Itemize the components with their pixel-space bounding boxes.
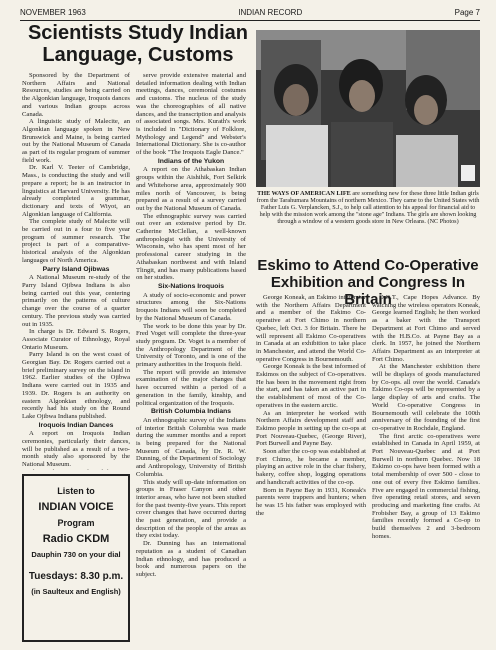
paras <box>136 292 246 408</box>
subhead-bc: British Columbia Indians <box>150 408 232 416</box>
paras <box>136 166 246 282</box>
paragraph: As an interpreter he worked with Northern Affairs development staff and Eskimo people in setting up the co-ops at Port Nouveau-Quebec, (George River), Port Burwell and Payne Bay. <box>256 409 366 448</box>
subhead-parry: Parry Island Ojibwas <box>42 265 110 273</box>
listen-dial: Dauphin 730 on your dial <box>31 550 121 559</box>
paragraph: This study will up-date information on groups in Fraser Canyon and other interior areas, who have not been studied for the past twenty-five years. This report cover changes that have occurred during the past generation, and provide a description of the people of the areas as they exist today. <box>136 478 246 540</box>
caption-text: are something new for these three little Indian girls from the Tarahumara Mountains of northern Mexico. They came to the United States with Father Luis G. Verplancken, S.J., to help call attention to his appeal for financial aid to help with the mission work among the "stone age" Indians. The girls are shown looking through a window of a western goods store in New Orleans. (NC Photos) <box>256 190 480 225</box>
listen-box <box>22 474 130 642</box>
paragraph: A report on the Athabaskan Indian groups within the Aishihik, Fort Selkirk and Whitehorse area, approximately 900 miles north of Vancouver, is being prepared as a result of a survey carried out by the National Museum of Canada. <box>136 166 246 212</box>
paragraph <box>22 469 130 470</box>
listen-lang: (in Saulteux and English) <box>31 587 121 596</box>
paragraph: Born in Payne Bay in 1931, Koneak's parents were trappers and hunters; when he was 15 his father was employed with the <box>256 486 366 517</box>
paragraph: The ethnographic survey was carried out over an extensive period by Dr. Catherine McClellan, a well-known anthropologist with the University of Wisconsin, who has spent most of her professional career studying in the Athabaskan northwest and with Inland Tlingit, and has many publications based on her studies. <box>136 212 246 282</box>
paragraph: At the Manchester exhibition there will be displays of goods manufactured by Co-ops. all over the world. Canada's Eskimo Co-ops will be represented by a large display of arts and crafts. The World Co-operative Congress in Bournemouth will celebrate the 100th anniversary of the founding of the first co-operative in Rochdale, England. <box>372 363 480 432</box>
page-number: Page 7 <box>454 8 480 17</box>
paragraph: The report will provide an intensive examination of the major changes that have occurred within a period of a generation in the family, kinship, and political organization of the Iroquois. <box>136 368 246 407</box>
publication-name: INDIAN RECORD <box>238 8 303 17</box>
article2-column-2 <box>372 294 480 640</box>
paragraph: In charge is Dr. Edward S. Rogers, Associate Curator of Ethnology, Royal Ontario Museum. <box>22 328 130 351</box>
subhead-six-nations: Six-Nations Iroquois <box>157 282 225 290</box>
listen-line: Listen to <box>57 486 95 496</box>
listen-title: INDIAN VOICE <box>38 501 114 513</box>
paras <box>22 274 130 420</box>
article2-headline: Eskimo to Attend Co-Operative Exhibition and Congress In Britain <box>257 257 479 308</box>
subhead-yukon: Indians of the Yukon <box>157 157 225 165</box>
article1-column-1 <box>22 72 130 470</box>
paras <box>372 294 480 541</box>
paragraph: serve provide extensive material and detailed information dealing with Indian meetings, dances, ceremonial costumes and customs. The nucleus of the study was the choreographies of all native dances, and the transcription and analysis of associated songs. Mrs. Kurath's work is included in "Dictionary of Folklore, Mythology and Legend" and Webster's International Dictionary. She is co-author of the book "The Iroquois Eagle Dance." <box>136 72 246 157</box>
listen-line: Program <box>57 518 95 528</box>
paragraph: D.O.T., Cape Hopes Advance. By watching the wireless operators Koneak, George learned English; he then worked as a baker with the Transport Department at Fort Chimo and served with the H.B.Co. at Payne Bay as a clerk. In 1957, he joined the Northern Affairs Department as an interpreter at Fort Chimo. <box>372 294 480 363</box>
page-header <box>20 8 480 20</box>
paragraph: Parry Island is on the west coast of Georgian Bay. Dr. Rogers carried out a brief preliminary survey on the island in 1962. Earlier studies of the Ojibwa Indians were carried out in 1935 and 1939. Dr. Rogers is an authority on eastern Algonkian ethnology, and recently had his study on the Round Lake Ojibwa Indians published. <box>22 351 130 420</box>
paragraph: George Koneak, an Eskimo interpreter with the Northern Affairs Department and a member of the Eskimo Co-operative at Fort Chimo in northern Quebec, left Oct. 3 for Britain. There he will represent all Eskimo Co-operatives in Canada at an exhibition to take place in Manchester, and attend the World Co-operative Congress in Bournemouth. <box>256 294 366 363</box>
paras <box>136 72 246 157</box>
issue-date: NOVEMBER 1963 <box>20 8 86 17</box>
paragraph: A National Museum re-study of the Parry Island Ojibwa Indians is also being carried out this year, centering primarily on the patterns of culture change over the course of a quarter century. The previous study was carried out in 1935. <box>22 274 130 328</box>
paras <box>256 294 366 517</box>
article1-column-2 <box>136 72 246 640</box>
paragraph: The work to be done this year by Dr. Fred Voget will complete the three-year study program. Dr. Voget is a member of the Anthropology Department of the University of Toronto, and is one of the primary authorities in the Iroquois field. <box>136 322 246 369</box>
photo-caption <box>256 190 480 225</box>
news-photo <box>256 30 480 187</box>
paragraph: A linguistic study of Malecite, an Algonkian language spoken in New Brunswick and Maine, is being carried out by the National Museum of Canada as part of its regular program of summer field work. <box>22 118 130 164</box>
article1-headline: Scientists Study Indian Language, Customs <box>27 22 249 66</box>
listen-station: Radio CKDM <box>42 533 110 545</box>
paras <box>22 430 130 470</box>
paragraph: A report on Iroquois Indian ceremonies, particularly their dances, will be published as a result of a two-month study also sponsored by the National Museum. <box>22 430 130 469</box>
paragraph: Dr. Karl V. Teeter of Cambridge, Mass., is conducting the study and will prepare a report; he is an instructor in linguistics at Harvard University. He has already completed a grammar, dictionary and texts of Wiyot, an Algonkian language of California. <box>22 164 130 218</box>
paragraph: An ethnographic survey of the Indians of interior British Columbia was made during the summer months and a report is being prepared for the National Museum of Canada, by Dr. R. W. Dunning, of the Department of Sociology and Anthropology, University of British Columbia. <box>136 416 246 478</box>
caption-lead: THE WAYS OF AMERICAN LIFE <box>257 190 351 197</box>
paras <box>136 417 246 579</box>
paragraph: Dr. Dunning has an international reputation as a student of Canadian Indian ethnology, and has produced a book and numerous papers on the subject. <box>136 540 246 578</box>
subhead-iroquois-dances: Iroquois Indian Dances <box>38 421 114 429</box>
paragraph: A study of socio-economic and power structures among the Six-Nations Iroquois Indians will soon be completed by the National Museum of Canada. <box>136 291 246 322</box>
photo-girls-at-window <box>256 30 480 187</box>
article2-column-1 <box>256 294 366 640</box>
paragraph: George Koneak is the best informed of Eskimos on the subject of Co-operatives. He has been in the movement right from the start, and has taken an active part in the establishment of most of the Co-operatives in the eastern arctic. <box>256 363 366 409</box>
paragraph: The first arctic co-operatives were established in Canada in April 1959, at Port Nouveau-Quebec and at Port Burwell in northern Quebec. Now 18 Eskimo co-ops have been formed with a total membership of over 500 - close to one out of every five Eskimo families. Five are engaged in commercial fishing, five operating retail stores, and seven producing and marketing fine crafts. At Frobisher Bay, a group of 13 Eskimo families recently formed a Co-op to build themselves 2 and 3-bedroom homes. <box>372 432 480 540</box>
paragraph: Sponsored by the Department of Northern Affairs and National Resources, studies are being carried on the Algonkian language, Iroquois dances and various Indian groups across Canada. <box>22 72 130 118</box>
paras <box>22 72 130 265</box>
paragraph: Soon after the co-op was established at Fort Chimo, he became a member, playing an active role in the char fishery, bakery, coffee shop, logging operations and handicraft activities of the co-op. <box>256 448 366 486</box>
paragraph: The complete study of Malecite will be carried out in a four to five year program of summer research. The project is part of a comparative-historical analysis of the Algonkian languages of North America. <box>22 218 130 264</box>
listen-time: Tuesdays: 8.30 p.m. <box>28 571 124 582</box>
header-rule <box>20 20 480 21</box>
